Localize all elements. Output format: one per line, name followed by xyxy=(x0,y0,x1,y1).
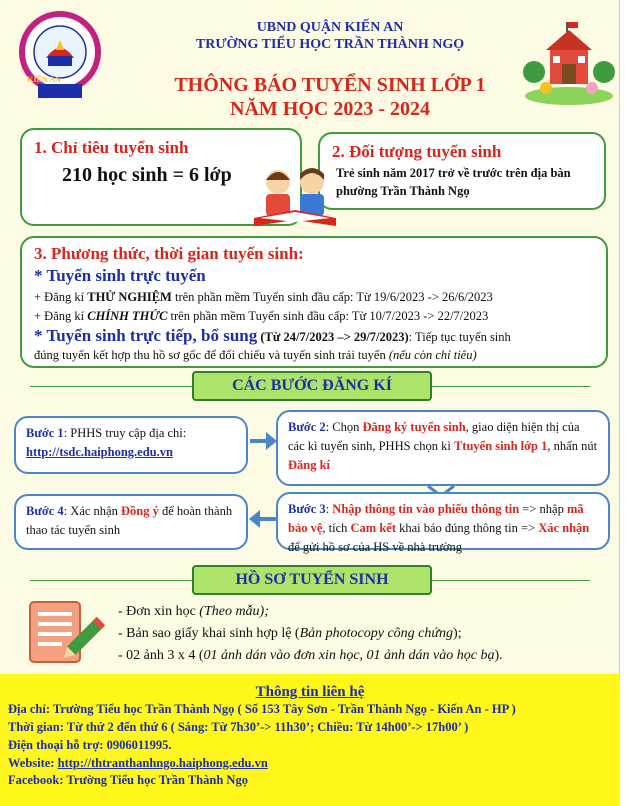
doc-item-3 xyxy=(118,648,503,664)
method-title: 3. Phương thức, thời gian tuyển sinh: xyxy=(34,244,304,263)
step-3-box xyxy=(276,492,610,554)
step-1-link[interactable]: http://tsdc.haiphong.edu.vn xyxy=(26,444,173,459)
step-3-t1: : xyxy=(325,502,333,516)
logo-bottom-text: KIẾN AN xyxy=(27,75,61,84)
step-3-r4: Xác nhận xyxy=(538,520,590,535)
step-3-r1: Nhập thông tin vào phiếu thông tin xyxy=(332,502,520,516)
step-4-label: Bước 4 xyxy=(26,504,64,518)
step-1-box xyxy=(14,416,248,474)
step-1-text: : PHHS truy cập địa chỉ: xyxy=(63,426,187,440)
step-1-label: Bước 1 xyxy=(26,426,64,440)
website-link[interactable]: http://thtranthanhngo.haiphong.edu.vn xyxy=(57,756,268,770)
header-school-name: TRƯỜNG TIỂU HỌC TRẦN THÀNH NGỌ xyxy=(195,37,465,52)
document-pencil-icon xyxy=(26,598,108,666)
step-2-r2: Ttuyển sinh lớp 1 xyxy=(453,438,548,453)
step-2-r1: Đăng ký tuyển sinh xyxy=(362,420,466,434)
steps-banner: CÁC BƯỚC ĐĂNG KÍ xyxy=(192,371,432,401)
arrow-right-icon xyxy=(248,430,278,452)
school-building-icon xyxy=(522,20,616,106)
doc-3-italic: 01 ảnh dán vào đơn xin học, 01 ảnh dán vào học bạ xyxy=(203,648,495,663)
contact-title: Thông tin liên hệ xyxy=(255,684,365,700)
website-label: Website: xyxy=(8,756,58,770)
step-2-t2: , giao diện hiện thị của các kì tuyển sinh, PHHS chọn kì xyxy=(288,420,580,453)
line2-bold: CHÍNH THỨC xyxy=(87,309,168,323)
step-2-label: Bước 2 xyxy=(288,420,326,434)
step-2-r3: Đăng kí xyxy=(288,457,331,472)
step-4-t2: để hoàn thành thao tác tuyển sinh xyxy=(26,504,233,537)
doc-1-italic: (Theo mẫu); xyxy=(199,604,269,619)
line2-prefix: + Đăng kí xyxy=(34,309,88,323)
step-4-t1: : Xác nhận xyxy=(63,504,121,518)
step-2-t1: : Chọn xyxy=(325,420,363,434)
quota-value: 210 học sinh = 6 lớp xyxy=(62,164,232,186)
line1-bold: THỬ NGHIỆM xyxy=(87,290,172,304)
docs-banner: HỒ SƠ TUYỂN SINH xyxy=(192,565,432,595)
line1-suffix: trên phần mềm Tuyển sinh đầu cấp: Từ 19/6/2023 -> 26/6/2023 xyxy=(171,290,493,304)
header-authority: UBND QUẬN KIẾN AN xyxy=(256,20,404,35)
step-3-label: Bước 3 xyxy=(288,502,326,516)
trial-registration-line xyxy=(34,290,493,305)
step-3-r2: mã bảo vệ xyxy=(288,502,584,535)
kids-reading-icon xyxy=(246,164,344,232)
method-box xyxy=(20,236,608,368)
direct-dates: (Từ 24/7/2023 –> 29/7/2023) xyxy=(257,330,409,344)
doc-3-text: - 02 ảnh 3 x 4 ( xyxy=(118,648,204,663)
arrow-left-icon xyxy=(248,508,278,530)
direct-detail-line xyxy=(34,348,477,363)
step-2-t3: , nhấn nút xyxy=(547,438,598,453)
doc-2-end: ); xyxy=(453,626,462,641)
page-title: THÔNG BÁO TUYỂN SINH LỚP 1 xyxy=(174,74,486,96)
step-3-r3: Cam kết xyxy=(350,520,396,535)
step-3-t2: => nhập xyxy=(519,502,567,516)
online-heading: * Tuyển sinh trực tuyến xyxy=(34,266,206,285)
school-logo-icon xyxy=(16,10,104,102)
doc-item-2 xyxy=(118,626,462,642)
doc-2-italic: Bản photocopy công chứng xyxy=(299,626,454,641)
doc-1-text: - Đơn xin học xyxy=(118,604,200,619)
line1-prefix: + Đăng kí xyxy=(34,290,88,304)
step-3-t3: , tích xyxy=(322,520,351,535)
doc-2-text: - Bản sao giấy khai sinh hợp lệ ( xyxy=(118,626,300,641)
official-registration-line xyxy=(34,309,488,324)
line4-italic: (nếu còn chỉ tiêu) xyxy=(388,348,477,362)
page-subtitle: NĂM HỌC 2023 - 2024 xyxy=(230,98,430,120)
step-4-box xyxy=(14,494,248,550)
contact-hours: Thời gian: Từ thứ 2 đến thứ 6 ( Sáng: Từ 7h30’-> 11h30’; Chiều: Từ 14h00’-> 17h00’ ) xyxy=(8,720,469,734)
line2-suffix: trên phần mềm Tuyển sinh đầu cấp: Từ 10/7/2023 -> 22/7/2023 xyxy=(167,309,489,323)
eligibility-box xyxy=(318,132,606,210)
eligibility-title: 2. Đối tượng tuyển sinh xyxy=(332,142,502,161)
contact-website xyxy=(8,756,268,771)
step-3-t4: khai báo đúng thông tin => xyxy=(395,520,539,535)
eligibility-text: Trẻ sinh năm 2017 trở về trước trên địa bàn phường Trần Thành Ngọ xyxy=(336,166,571,199)
direct-heading: * Tuyển sinh trực tiếp, bổ sung xyxy=(34,326,258,345)
contact-phone: Điện thoại hỗ trợ: 0906011995. xyxy=(8,738,172,752)
quota-title: 1. Chỉ tiêu tuyển sinh xyxy=(34,138,189,157)
doc-3-end: ). xyxy=(494,648,503,663)
step-3-t5: để gửi hồ sơ của HS về nhà trường xyxy=(288,539,462,554)
contact-facebook: Facebook: Trường Tiểu học Trần Thành Ngọ xyxy=(8,773,248,787)
step-2-box xyxy=(276,410,610,486)
direct-registration-line xyxy=(34,326,511,346)
line4-text: đúng tuyến kết hợp thu hồ sơ gốc để đối chiếu và tuyển sinh trái tuyến xyxy=(34,348,389,362)
step-4-r1: Đồng ý xyxy=(120,504,159,518)
contact-address: Địa chỉ: Trường Tiểu học Trần Thành Ngọ ( Số 153 Tây Sơn - Trần Thành Ngọ - Kiến An - HP ) xyxy=(8,702,516,716)
doc-item-1 xyxy=(118,604,269,620)
direct-text: : Tiếp tục tuyển sinh xyxy=(408,330,511,344)
